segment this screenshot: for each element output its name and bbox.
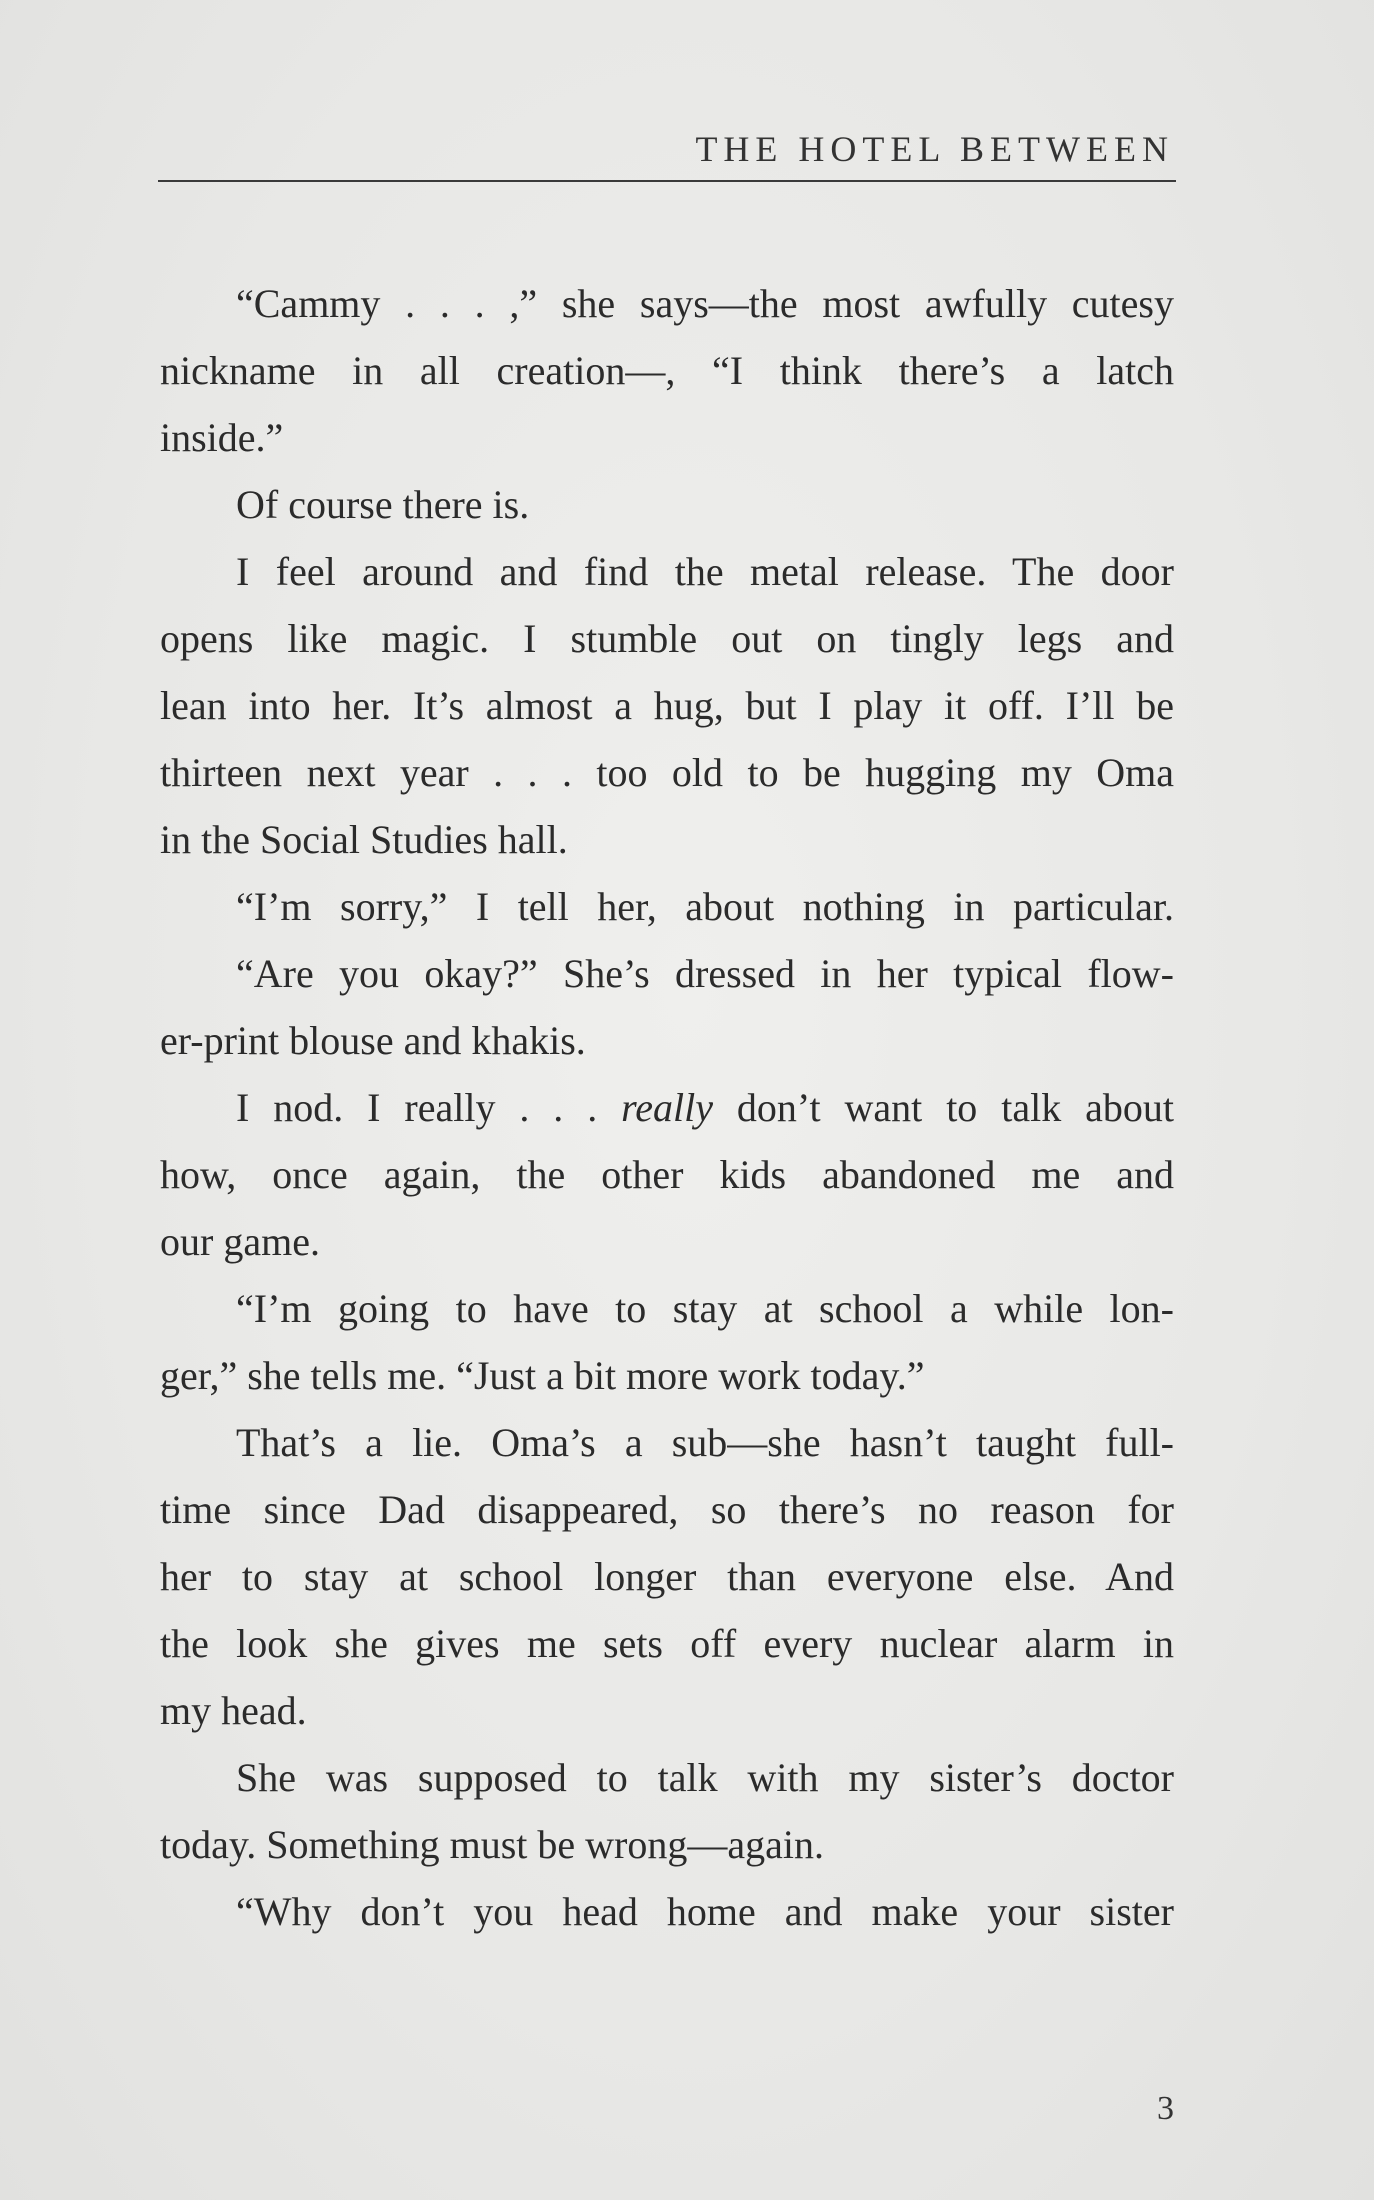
text-line: how, once again, the other kids abandoned me and — [160, 1152, 1174, 1197]
italic-emphasis: really — [621, 1085, 713, 1130]
text-line: ger,” she tells me. “Just a bit more work today.” — [160, 1353, 925, 1398]
text-line — [160, 1074, 1174, 1141]
text-line: “I’m sorry,” I tell her, about nothing in particular. — [236, 884, 1174, 929]
page-number: 3 — [1157, 2090, 1174, 2127]
text-line: er-print blouse and khakis. — [160, 1018, 586, 1063]
text-segment: don’t want to talk about — [712, 1085, 1174, 1130]
running-head: THE HOTEL BETWEEN — [695, 129, 1174, 169]
text-line: That’s a lie. Oma’s a sub—she hasn’t taught full- — [236, 1420, 1174, 1465]
text-line: our game. — [160, 1219, 320, 1264]
text-line: Of course there is. — [236, 482, 530, 527]
text-line: today. Something must be wrong—again. — [160, 1822, 824, 1867]
text-line: “I’m going to have to stay at school a while lon- — [236, 1286, 1174, 1331]
text-line: thirteen next year . . . too old to be hugging my Oma — [160, 750, 1174, 795]
body-text — [160, 270, 1174, 1945]
text-line: my head. — [160, 1688, 307, 1733]
text-line: nickname in all creation—, “I think there’s a latch — [160, 348, 1174, 393]
text-line: inside.” — [160, 415, 284, 460]
text-line: I feel around and find the metal release. The door — [236, 549, 1174, 594]
text-line: in the Social Studies hall. — [160, 817, 568, 862]
text-line: the look she gives me sets off every nuclear alarm in — [160, 1621, 1174, 1666]
text-line: time since Dad disappeared, so there’s no reason for — [160, 1487, 1174, 1532]
text-segment: I nod. I really . . . — [236, 1085, 622, 1130]
header-rule — [158, 180, 1176, 182]
text-line: “Why don’t you head home and make your sister — [236, 1889, 1174, 1934]
text-line: lean into her. It’s almost a hug, but I play it off. I’ll be — [160, 683, 1174, 728]
text-line: her to stay at school longer than everyone else. And — [160, 1554, 1174, 1599]
text-line: She was supposed to talk with my sister’s doctor — [236, 1755, 1174, 1800]
text-line: “Cammy . . . ,” she says—the most awfully cutesy — [236, 281, 1174, 326]
text-line: “Are you okay?” She’s dressed in her typical flow- — [236, 951, 1174, 996]
text-line: opens like magic. I stumble out on tingly legs and — [160, 616, 1174, 661]
